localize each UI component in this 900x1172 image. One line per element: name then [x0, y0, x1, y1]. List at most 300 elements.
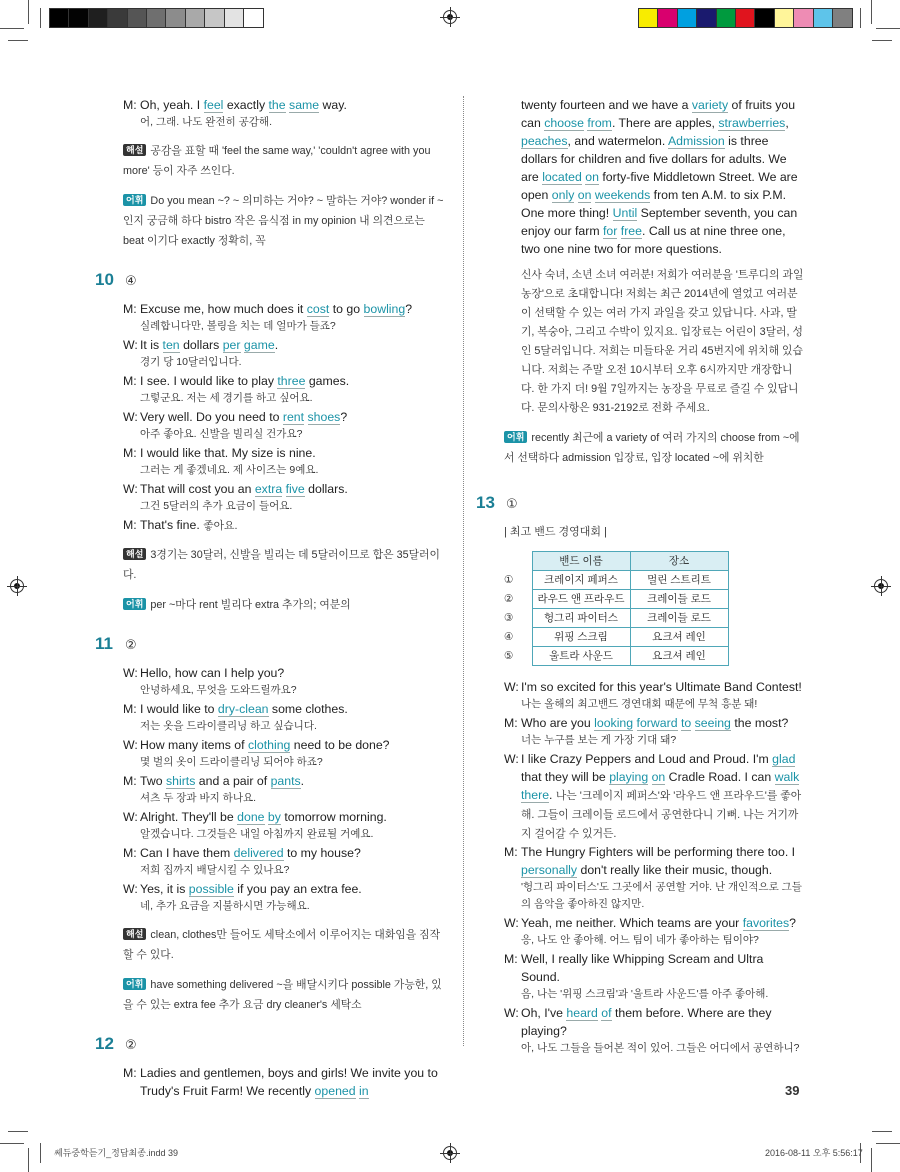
- crop-mark: [28, 0, 29, 24]
- text-segment: .: [274, 338, 279, 352]
- color-swatch: [736, 9, 755, 27]
- dialogue-text: [140, 880, 448, 898]
- korean-translation: 아주 좋아요. 신발을 빌리실 건가요?: [140, 428, 303, 440]
- text-segment: that they will be: [521, 770, 610, 784]
- question-header: [95, 271, 448, 290]
- dialogue-line: [504, 843, 804, 879]
- text-segment: way.: [319, 98, 347, 112]
- dialogue-text: [140, 808, 448, 826]
- answer-mark: ①: [506, 496, 518, 511]
- text-segment: to go: [329, 302, 364, 316]
- page-number: 39: [785, 1083, 800, 1098]
- crop-mark: [860, 8, 861, 28]
- dialogue-text: [140, 844, 448, 862]
- speaker-label: W:: [123, 666, 138, 680]
- speaker-label: W:: [123, 410, 138, 424]
- korean-translation: 저는 옷을 드라이클리닝 하고 싶습니다.: [140, 720, 317, 732]
- footer-timestamp: 2016-08-11 오후 5:56:17: [765, 1148, 863, 1158]
- dialogue-line: [504, 678, 804, 696]
- dialogue-text: [140, 372, 448, 390]
- crop-mark: [0, 28, 24, 29]
- answer-keyword: looking: [594, 716, 634, 730]
- text-segment: Can I have them: [140, 846, 234, 860]
- color-swatch: [775, 9, 794, 27]
- color-swatch: [833, 9, 852, 27]
- text-segment: . There are apples,: [611, 116, 719, 130]
- text-segment: That will cost you an: [140, 482, 255, 496]
- color-swatch: [697, 9, 716, 27]
- dialogue-line: [123, 336, 448, 354]
- text-segment: That's fine.: [140, 518, 204, 532]
- crop-mark: [40, 1143, 41, 1163]
- text-segment: them before. Where are they playing?: [521, 1006, 772, 1038]
- speaker-label: M:: [123, 846, 137, 860]
- crop-mark: [8, 1131, 28, 1132]
- korean-translation: 안녕하세요, 무엇을 도와드릴까요?: [140, 684, 297, 696]
- dialogue-text: [140, 300, 448, 318]
- speaker-label: W:: [123, 810, 138, 824]
- right-column: [476, 96, 804, 1058]
- vocabulary-note: [504, 428, 804, 468]
- text-segment: Hello, how can I help you?: [140, 666, 285, 680]
- answer-keyword: Until: [612, 206, 638, 220]
- speaker-label: W:: [504, 1006, 519, 1020]
- korean-translation: 그러는 게 좋겠네요. 제 사이즈는 9예요.: [140, 464, 319, 476]
- answer-keyword: favorites: [742, 916, 790, 930]
- speaker-label: W:: [123, 338, 138, 352]
- dialogue-line: [123, 808, 448, 826]
- registration-mark-icon: [443, 10, 457, 24]
- explanation-note: [123, 141, 448, 181]
- crop-mark: [0, 1143, 24, 1144]
- answer-keyword: to: [680, 716, 692, 730]
- color-swatch: [794, 9, 813, 27]
- answer-keyword: Admission: [667, 134, 725, 148]
- answer-keyword: on: [651, 770, 666, 784]
- text-segment: dollars.: [304, 482, 348, 496]
- dialogue-text: [140, 736, 448, 754]
- table-row: [504, 590, 728, 609]
- korean-translation: '헝그리 파이터스'도 그곳에서 공연할 거야. 난 개인적으로 그들의 음악을 좋아하진 않지만.: [521, 881, 802, 910]
- korean-translation: 좋아요.: [203, 520, 238, 532]
- text-segment: ?: [340, 410, 348, 424]
- dialogue-line: [504, 1004, 804, 1040]
- band-name: 크레이지 페퍼스: [532, 571, 630, 590]
- text-segment: ,: [785, 116, 789, 130]
- text-segment: Ladies and gentlemen, boys and girls! We invite you to Trudy's Fruit Farm! We recently: [140, 1066, 438, 1098]
- text-segment: is three dollars for children and five dollars for adults. We are: [521, 134, 787, 184]
- question-header: [476, 494, 804, 513]
- dialogue-line: [123, 700, 448, 718]
- korean-translation: 어, 그래. 나도 완전히 공감해.: [140, 116, 272, 128]
- color-swatch: [128, 9, 147, 27]
- text-segment: Well, I really like Whipping Scream and Ultra Sound.: [521, 952, 764, 984]
- dialogue-line: [123, 444, 448, 462]
- speaker-label: W:: [123, 482, 138, 496]
- dialogue-line: [123, 408, 448, 426]
- korean-translation: 실례합니다만, 볼링을 치는 데 얼마가 들죠?: [140, 320, 336, 332]
- answer-keyword: personally: [521, 863, 578, 877]
- answer-keyword: clothing: [247, 738, 291, 752]
- answer-keyword: on: [577, 188, 592, 202]
- text-segment: [304, 410, 307, 424]
- color-swatch: [678, 9, 697, 27]
- korean-translation: 너는 누구를 보는 게 가장 기대 돼?: [521, 734, 677, 746]
- dialogue-text: [521, 714, 804, 732]
- text-segment: . Call us at nine three one, two one nine two for more questions.: [521, 224, 786, 256]
- option-number: ③: [504, 612, 514, 624]
- band-name: 울트라 사운드: [532, 647, 630, 666]
- option-number: ②: [504, 593, 514, 605]
- korean-translation: 아, 나도 그들을 들어본 적이 있어. 그들은 어디에서 공연하니?: [521, 1042, 800, 1054]
- answer-keyword: bowling: [363, 302, 406, 316]
- korean-translation: 알겠습니다. 그것들은 내일 아침까지 완료될 거예요.: [140, 828, 374, 840]
- explanation-badge: 해설: [123, 548, 146, 560]
- speaker-label: M:: [123, 774, 137, 788]
- answer-keyword: variety: [691, 98, 729, 112]
- text-segment: tomorrow morning.: [280, 810, 387, 824]
- answer-keyword: game: [243, 338, 275, 352]
- korean-translation: 경기 당 10달러입니다.: [140, 356, 242, 368]
- color-swatch: [639, 9, 658, 27]
- speaker-label: W:: [123, 738, 138, 752]
- dialogue-line: [123, 844, 448, 862]
- answer-keyword: by: [267, 810, 281, 824]
- answer-keyword: from: [587, 116, 612, 130]
- color-swatch: [186, 9, 205, 27]
- text-segment: .: [549, 788, 556, 802]
- dialogue-text: [504, 96, 804, 258]
- venue: 크레이들 로드: [630, 609, 728, 628]
- dialogue-text: [140, 444, 448, 462]
- answer-keyword: ten: [162, 338, 180, 352]
- dialogue-line: [123, 372, 448, 390]
- answer-keyword: glad: [772, 752, 796, 766]
- answer-keyword: for: [603, 224, 618, 238]
- text-segment: It is: [140, 338, 163, 352]
- vocabulary-badge: 어휘: [504, 431, 527, 443]
- text-segment: of fruits you can: [521, 98, 796, 130]
- answer-keyword: walk: [774, 770, 800, 784]
- answer-keyword: peaches: [521, 134, 568, 148]
- text-segment: games.: [305, 374, 350, 388]
- crop-mark: [8, 40, 28, 41]
- answer-keyword: on: [585, 170, 599, 184]
- crop-mark: [876, 1143, 900, 1144]
- vocabulary-text: have something delivered ~을 배달시키다 possible 가능한, 있을 수 있는 extra fee 추가 요금 dry cleaner's 세탁소: [123, 979, 442, 1011]
- text-segment: Cradle Road. I can: [665, 770, 775, 784]
- table-row: [504, 647, 728, 666]
- text-segment: September seventh, you can enjoy our farm: [521, 206, 798, 238]
- answer-keyword: cost: [306, 302, 330, 316]
- vocabulary-note: [123, 975, 448, 1015]
- venue: 멀린 스트리트: [630, 571, 728, 590]
- text-segment: I see. I would like to play: [140, 374, 278, 388]
- band-name: 위핑 스크림: [532, 628, 630, 647]
- text-segment: forty-five Middletown Street. We are open: [521, 170, 798, 202]
- vocabulary-text: recently 최근에 a variety of 여러 가지의 choose from ~에서 선택하다 admission 입장료, 입장 located ~에 위치한: [504, 432, 800, 464]
- speaker-label: W:: [123, 882, 138, 896]
- answer-mark: ②: [125, 637, 137, 652]
- color-swatch: [717, 9, 736, 27]
- explanation-note: [123, 925, 448, 965]
- dialogue-text: [521, 950, 804, 986]
- text-segment: don't really like their music, though.: [577, 863, 773, 877]
- table-title: | 최고 밴드 경영대회 |: [504, 526, 607, 538]
- table-header-row: [504, 552, 728, 571]
- venue: 요크셔 레인: [630, 628, 728, 647]
- text-segment: from ten A.M. to six P.M. One more thing!: [521, 188, 787, 220]
- explanation-note: [123, 545, 448, 585]
- answer-keyword: of: [601, 1006, 612, 1020]
- option-number: ①: [504, 574, 514, 586]
- answer-keyword: heard: [566, 1006, 598, 1020]
- speaker-label: M:: [504, 952, 518, 966]
- dialogue-text: [521, 1004, 804, 1040]
- speaker-label: M:: [123, 302, 137, 316]
- answer-keyword: free: [620, 224, 642, 238]
- korean-translation: 나는 올해의 최고밴드 경연대회 때문에 무척 흥분 돼!: [521, 698, 758, 710]
- column-header-band: 밴드 이름: [532, 552, 630, 571]
- explanation-badge: 해설: [123, 144, 146, 156]
- speaker-label: M:: [123, 1066, 137, 1080]
- answer-keyword: feel: [203, 98, 224, 112]
- dialogue-text: [140, 700, 448, 718]
- speaker-label: M:: [123, 518, 137, 532]
- answer-keyword: per: [222, 338, 241, 352]
- crop-mark: [40, 8, 41, 28]
- question-number: 12: [95, 1034, 114, 1053]
- speaker-label: M:: [504, 845, 518, 859]
- text-segment: Alright. They'll be: [140, 810, 238, 824]
- korean-translation: 저희 집까지 배달시킬 수 있나요?: [140, 864, 290, 876]
- text-segment: Yes, it is: [140, 882, 189, 896]
- answer-keyword: shoes: [307, 410, 341, 424]
- color-swatch: [225, 9, 244, 27]
- speaker-label: W:: [504, 680, 519, 694]
- answer-keyword: seeing: [694, 716, 731, 730]
- dialogue-line: [504, 750, 804, 843]
- option-number: ⑤: [504, 650, 514, 662]
- dialogue-line: [123, 736, 448, 754]
- text-segment: I'm so excited for this year's Ultimate Band Contest!: [521, 680, 802, 694]
- text-segment: Excuse me, how much does it: [140, 302, 307, 316]
- footer-filename: 쎄듀중학듣기_정답최종.indd 39: [54, 1148, 178, 1158]
- crop-mark: [871, 1148, 872, 1172]
- speaker-label: M:: [123, 702, 137, 716]
- text-segment: I would like that. My size is nine.: [140, 446, 316, 460]
- answer-keyword: playing: [609, 770, 649, 784]
- vocabulary-note: [123, 595, 448, 615]
- text-segment: exactly: [223, 98, 269, 112]
- band-name: 라우드 앤 프라우드: [532, 590, 630, 609]
- color-swatch: [244, 9, 263, 27]
- text-segment: the most?: [730, 716, 789, 730]
- crop-mark: [871, 0, 872, 24]
- question-number: 11: [95, 634, 113, 653]
- text-segment: Oh, yeah. I: [140, 98, 204, 112]
- text-segment: The Hungry Fighters will be performing there too. I: [521, 845, 796, 859]
- text-segment: dollars: [179, 338, 223, 352]
- dialogue-line: [123, 1064, 448, 1100]
- gray-calibration-strip: [49, 8, 264, 28]
- table-row: [504, 571, 728, 590]
- venue: 요크셔 레인: [630, 647, 728, 666]
- explanation-badge: 해설: [123, 928, 146, 940]
- speaker-label: M:: [123, 98, 137, 112]
- speaker-label: M:: [123, 374, 137, 388]
- table-row: [504, 609, 728, 628]
- text-segment: ?: [789, 916, 797, 930]
- answer-keyword: located: [542, 170, 582, 184]
- dialogue-text: [140, 336, 448, 354]
- color-swatch: [89, 9, 108, 27]
- text-segment: .: [300, 774, 305, 788]
- text-segment: twenty fourteen and we have a: [521, 98, 692, 112]
- answer-keyword: the: [268, 98, 286, 112]
- color-swatch: [814, 9, 833, 27]
- registration-mark-icon: [10, 579, 24, 593]
- answer-keyword: choose: [544, 116, 584, 130]
- dialogue-line: [123, 480, 448, 498]
- dialogue-text: [521, 750, 804, 843]
- crop-mark: [872, 1131, 892, 1132]
- color-swatch: [108, 9, 127, 27]
- answer-mark: ②: [125, 1037, 137, 1052]
- speaker-label: M:: [504, 716, 518, 730]
- answer-mark: ④: [125, 273, 137, 288]
- dialogue-line: [123, 516, 448, 535]
- text-segment: some clothes.: [268, 702, 348, 716]
- dialogue-text: [140, 96, 448, 114]
- question-header: [95, 635, 448, 654]
- vocabulary-text: Do you mean ~? ~ 의미하는 거야? ~ 말하는 거야? wonder if ~인지 궁금해 하다 bistro 작은 음식점 in my opinion 내 의견으로는 beat 이기다 exactly 정확히, 꼭: [123, 195, 444, 247]
- dialogue-line: [504, 714, 804, 732]
- answer-keyword: shirts: [165, 774, 196, 788]
- vocabulary-badge: 어휘: [123, 978, 146, 990]
- korean-translation: 몇 벌의 옷이 드라이클리닝 되어야 하죠?: [140, 756, 323, 768]
- text-segment: Oh, I've: [521, 1006, 567, 1020]
- question-number: 13: [476, 493, 495, 512]
- text-segment: How many items of: [140, 738, 248, 752]
- answer-keyword: there: [521, 788, 550, 802]
- answer-keyword: dry-clean: [217, 702, 269, 716]
- dialogue-text: [521, 914, 804, 932]
- crop-mark: [28, 1148, 29, 1172]
- crop-mark: [876, 28, 900, 29]
- dialogue-line: [123, 664, 448, 682]
- vocabulary-note: [123, 191, 448, 251]
- answer-keyword: delivered: [233, 846, 284, 860]
- registration-mark-icon: [874, 579, 888, 593]
- crop-mark: [872, 40, 892, 41]
- explanation-text: clean, clothes만 들어도 세탁소에서 이루어지는 대화임을 짐작할 수 있다.: [123, 929, 441, 961]
- color-swatch: [658, 9, 677, 27]
- text-segment: ?: [405, 302, 413, 316]
- dialogue-line: [123, 772, 448, 790]
- dialogue: [123, 664, 448, 915]
- vocabulary-badge: 어휘: [123, 598, 146, 610]
- text-segment: and a pair of: [195, 774, 271, 788]
- dialogue-line: [123, 880, 448, 898]
- color-swatch: [205, 9, 224, 27]
- question-number: 10: [95, 270, 114, 289]
- column-divider: [463, 96, 464, 1046]
- color-swatch: [69, 9, 88, 27]
- table-row: [504, 628, 728, 647]
- color-swatch: [166, 9, 185, 27]
- answer-keyword: three: [277, 374, 306, 388]
- dialogue-line: [504, 914, 804, 932]
- dialogue-text: [140, 480, 448, 498]
- dialogue-text: [521, 843, 804, 879]
- dialogue-line: [123, 96, 448, 114]
- text-segment: I would like to: [140, 702, 218, 716]
- korean-translation: 네, 추가 요금을 지불하시면 가능해요.: [140, 900, 310, 912]
- text-segment: Very well. Do you need to: [140, 410, 283, 424]
- dialogue: [504, 678, 804, 1057]
- answer-keyword: forward: [636, 716, 678, 730]
- answer-keyword: pants: [270, 774, 301, 788]
- text-segment: to my house?: [283, 846, 361, 860]
- answer-keyword: done: [237, 810, 265, 824]
- dialogue-text: [521, 678, 804, 696]
- dialogue-text: [140, 772, 448, 790]
- korean-translation: 그건 5달러의 추가 요금이 들어요.: [140, 500, 293, 512]
- speaker-label: W:: [504, 916, 519, 930]
- dialogue-line: [504, 950, 804, 986]
- korean-translation: 셔츠 두 장과 바지 하나요.: [140, 792, 257, 804]
- text-segment: if you pay an extra fee.: [233, 882, 362, 896]
- answer-keyword: extra: [254, 482, 283, 496]
- dialogue-text: [140, 408, 448, 426]
- answer-keyword: rent: [282, 410, 305, 424]
- speaker-label: W:: [504, 752, 519, 766]
- text-segment: I like Crazy Peppers and Loud and Proud. I'm: [521, 752, 773, 766]
- color-swatch: [147, 9, 166, 27]
- text-segment: Who are you: [521, 716, 595, 730]
- vocabulary-text: per ~마다 rent 빌리다 extra 추가의; 여분의: [150, 599, 351, 611]
- band-name: 헝그리 파이터스: [532, 609, 630, 628]
- dialogue-line: [123, 300, 448, 318]
- korean-translation: 나는 '크레이지 페퍼스'와 '라우드 앤 프라우드'를 좋아해. 그들이 크레이들 로드에서 공연한다니 기뻐. 나는 거기까지 걸어갈 수 있거든.: [521, 790, 802, 840]
- korean-translation: 응, 나도 안 좋아해. 어느 팀이 네가 좋아하는 팀이야?: [521, 934, 759, 946]
- option-number: ④: [504, 631, 514, 643]
- text-segment: Yeah, me neither. Which teams are your: [521, 916, 743, 930]
- band-contest-table: [504, 551, 729, 666]
- answer-keyword: weekends: [594, 188, 651, 202]
- dialogue: [123, 300, 448, 535]
- explanation-text: 공감을 표할 때 'feel the same way,' 'couldn't agree with you more' 등이 자주 쓰인다.: [123, 145, 431, 177]
- question-header: [95, 1035, 448, 1054]
- answer-keyword: five: [285, 482, 305, 496]
- answer-keyword: only: [551, 188, 575, 202]
- dialogue-text: [140, 516, 448, 535]
- answer-keyword: strawberries: [718, 116, 786, 130]
- registration-mark-icon: [443, 1146, 457, 1160]
- speaker-label: M:: [123, 446, 137, 460]
- explanation-text: 3경기는 30달러, 신발을 빌리는 데 5달러이므로 합은 35달러이다.: [123, 549, 440, 581]
- answer-keyword: same: [289, 98, 320, 112]
- korean-translation: 신사 숙녀, 소년 소녀 여러분! 저희가 여러분을 '트루디의 과일농장'으로 초대합니다! 저희는 최근 2014년에 열었고 여러분이 선택할 수 있는 여러 가지 과일을 갖고 있답니다. 사과, 딸기, 복숭아, 그리고 수박이 있지요. 입장료는 어린이 3달러, 성인 5달러입니다. 저희는 미들타운 거리 45번지에 위치해 있습니다. 저희는 주말 오전 10시부터 오후 6시까지만 개장합니다. 한 가지 더! 9월 7일까지는 농장을 무료로 즐길 수 있답니다. 문의사항은 931-2192로 전화 주세요.: [521, 269, 804, 414]
- answer-keyword: in: [359, 1084, 369, 1098]
- text-segment: Two: [140, 774, 166, 788]
- korean-translation: 그렇군요. 저는 세 경기를 하고 싶어요.: [140, 392, 313, 404]
- korean-translation: 음, 나는 '위핑 스크림'과 '울트라 사운드'를 아주 좋아해.: [521, 988, 769, 1000]
- color-swatch: [755, 9, 774, 27]
- text-segment: , and watermelon.: [567, 134, 668, 148]
- dialogue-text: [140, 664, 448, 682]
